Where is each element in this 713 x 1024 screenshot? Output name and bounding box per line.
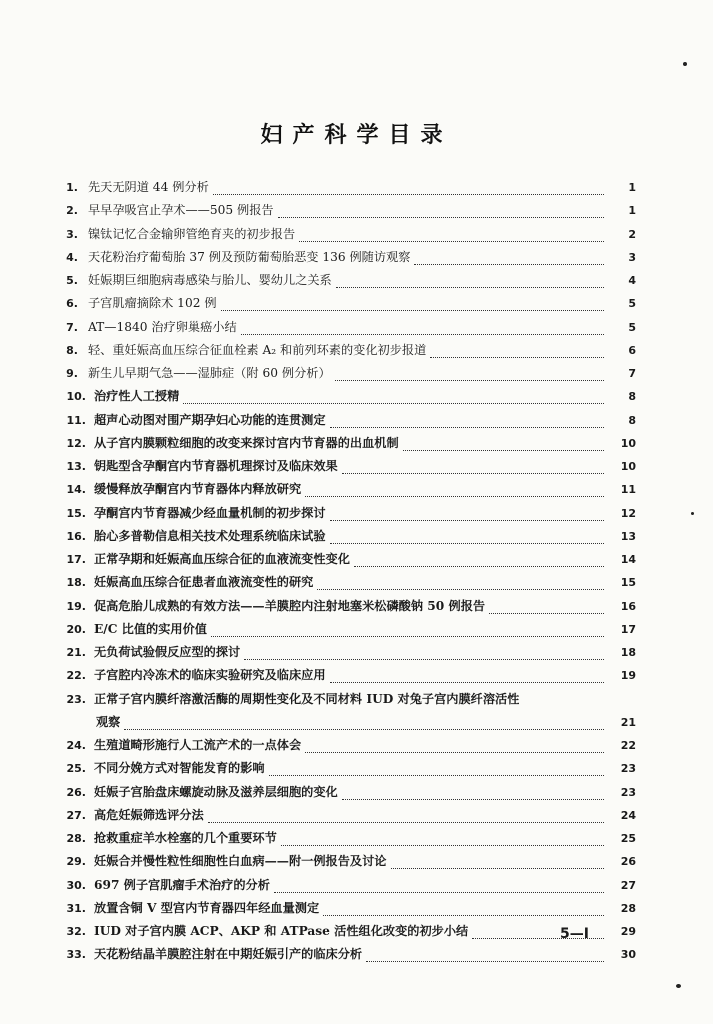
entry-title: 妊娠高血压综合征患者血液流变性的研究 [94, 575, 314, 590]
entry-number: 15. [66, 506, 86, 520]
dot-leader [342, 795, 604, 800]
entry-number: 2. [66, 204, 78, 218]
entry-title: 从子宫内膜颗粒细胞的改变来探讨宫内节育器的出血机制 [94, 435, 399, 450]
entry-title: 正常孕期和妊娠高血压综合征的血液流变性变化 [94, 552, 350, 566]
entry-number: 25. [66, 762, 86, 776]
dot-leader [299, 237, 604, 242]
dot-leader [336, 283, 604, 288]
dot-leader [330, 539, 604, 544]
entry-title: 胎心多普勒信息相关技术处理系统临床试验 [94, 528, 326, 543]
dot-leader [278, 213, 604, 218]
toc-entry [56, 318, 636, 341]
entry-page: 6 [628, 343, 636, 357]
entry-page: 10 [620, 436, 636, 450]
dot-leader [323, 911, 604, 916]
entry-number: 16. [66, 529, 86, 543]
toc-entry [56, 178, 636, 201]
dot-leader [183, 399, 604, 404]
dot-leader [241, 330, 604, 335]
entry-title: 放置含铜 V 型宫内节育器四年经血量测定 [94, 900, 320, 915]
toc-entry [56, 573, 636, 596]
entry-title: 先天无阴道 44 例分析 [88, 180, 209, 194]
toc-entry [56, 434, 636, 457]
table-of-contents [56, 178, 636, 969]
entry-title: 孕酮宫内节育器减少经血量机制的初步探讨 [94, 505, 326, 520]
entry-page: 23 [620, 762, 636, 776]
dot-leader [354, 562, 604, 567]
entry-page: 11 [620, 483, 636, 497]
entry-title: 妊娠合并慢性粒性细胞性白血病——附一例报告及讨论 [94, 854, 387, 869]
entry-page: 10 [620, 460, 636, 473]
entry-page: 17 [620, 622, 636, 636]
entry-page: 14 [620, 553, 636, 566]
entry-page: 12 [620, 506, 636, 520]
toc-entry [56, 643, 636, 666]
dot-leader [269, 771, 604, 776]
page-title: 妇产科学目录 [260, 122, 453, 148]
entry-title: 天花粉结晶羊膜腔注射在中期妊娠引产的临床分析 [94, 947, 363, 962]
entry-page: 29 [620, 925, 636, 938]
entry-number: 28. [66, 832, 86, 845]
dot-leader [391, 864, 605, 869]
toc-entry [56, 457, 636, 480]
entry-title: 妊娠子宫胎盘床螺旋动脉及滋养层细胞的变化 [94, 784, 338, 799]
entry-number: 11. [66, 413, 86, 427]
entry-page: 18 [620, 646, 636, 659]
toc-entry [56, 806, 636, 829]
entry-number: 18. [66, 576, 86, 590]
toc-entry [56, 666, 636, 689]
entry-title: 无负荷试验假反应型的探讨 [94, 645, 241, 659]
entry-number: 27. [66, 808, 86, 822]
entry-title: 天花粉治疗葡萄胎 37 例及预防葡萄胎恶变 136 例随访观察 [88, 249, 411, 264]
entry-title: 正常子宫内膜纤溶激活酶的周期性变化及不同材料 IUD 对兔子宫内膜纤溶活性 [94, 691, 520, 706]
dot-leader [430, 353, 604, 358]
entry-title: E/C 比值的实用价值 [94, 621, 207, 636]
entry-page: 28 [620, 901, 636, 915]
dot-leader [317, 585, 604, 590]
entry-page: 1 [628, 204, 636, 218]
toc-entry [56, 852, 636, 875]
entry-page: 26 [620, 855, 636, 869]
entry-number: 23. [66, 692, 86, 706]
entry-page: 23 [620, 785, 636, 799]
entry-page: 1 [628, 181, 636, 194]
entry-number: 3. [66, 227, 78, 241]
entry-title: 子宫肌瘤摘除术 102 例 [88, 296, 217, 311]
dot-leader [274, 888, 604, 893]
dot-leader [342, 469, 604, 474]
entry-number: 21. [66, 646, 86, 659]
entry-page: 24 [620, 808, 636, 822]
entry-title: AT—1840 治疗卵巢癌小结 [88, 319, 237, 334]
entry-page: 27 [620, 878, 636, 892]
dot-leader [414, 260, 604, 265]
entry-title: 生殖道畸形施行人工流产术的一点体会 [94, 738, 302, 752]
entry-page: 21 [620, 715, 636, 729]
entry-title: 钥匙型含孕酮宫内节育器机理探讨及临床效果 [94, 459, 338, 473]
entry-page: 19 [620, 669, 636, 683]
entry-page: 15 [620, 576, 636, 590]
dot-leader [244, 655, 604, 660]
dot-leader [211, 632, 604, 637]
toc-entry [56, 899, 636, 922]
entry-number: 32. [66, 925, 86, 938]
entry-number: 10. [66, 390, 86, 404]
entry-number: 1. [66, 181, 78, 194]
entry-page: 5 [628, 320, 636, 334]
toc-entry [56, 527, 636, 550]
dot-leader [330, 678, 604, 683]
entry-number: 22. [66, 669, 86, 683]
entry-page: 16 [620, 599, 636, 613]
toc-entry [56, 341, 636, 364]
entry-title: 不同分娩方式对智能发育的影响 [94, 761, 265, 776]
entry-page: 2 [628, 227, 636, 241]
entry-number: 24. [66, 739, 86, 752]
entry-number: 4. [66, 250, 78, 264]
dot-leader [305, 492, 604, 497]
toc-entry [56, 294, 636, 317]
entry-number: 5. [66, 274, 78, 287]
toc-entry [56, 480, 636, 503]
entry-title: 抢救重症羊水栓塞的几个重要环节 [94, 831, 277, 845]
entry-title: 缓慢释放孕酮宫内节育器体内释放研究 [94, 482, 302, 497]
dot-leader [213, 190, 604, 195]
dot-leader [221, 306, 604, 311]
entry-number: 12. [66, 436, 86, 450]
entry-title: 妊娠期巨细胞病毒感染与胎儿、婴幼儿之关系 [88, 273, 332, 287]
entry-page: 22 [620, 739, 636, 752]
toc-entry [56, 248, 636, 271]
entry-title: 促高危胎儿成熟的有效方法——羊膜腔内注射地塞米松磷酸钠 50 例报告 [94, 598, 486, 613]
entry-number: 20. [66, 622, 86, 636]
dot-leader [335, 376, 604, 381]
entry-number: 6. [66, 297, 78, 311]
entry-number: 13. [66, 460, 86, 473]
entry-number: 31. [66, 901, 86, 915]
toc-entry [56, 945, 636, 968]
entry-title: 镍钛记忆合金输卵管绝育夹的初步报告 [88, 226, 296, 241]
toc-entry [56, 387, 636, 410]
entry-page: 8 [628, 390, 636, 404]
entry-page: 5 [628, 297, 636, 311]
toc-entry [56, 876, 636, 899]
entry-number: 7. [66, 320, 78, 334]
toc-entry [56, 736, 636, 759]
toc-entry [56, 550, 636, 573]
scan-speck [676, 984, 681, 988]
entry-title: IUD 对子宫内膜 ACP、AKP 和 ATPase 活性组化改变的初步小结 [94, 924, 469, 938]
entry-number: 17. [66, 553, 86, 566]
toc-entry [56, 271, 636, 294]
entry-title: 超声心动图对围产期孕妇心功能的连贯测定 [94, 412, 326, 427]
entry-page: 25 [620, 832, 636, 845]
entry-title-continued: 观察 [96, 714, 121, 729]
toc-entry [56, 620, 636, 643]
dot-leader [366, 957, 604, 962]
dot-leader [124, 725, 604, 730]
entry-number: 9. [66, 367, 78, 380]
entry-page: 3 [628, 250, 636, 264]
entry-title: 697 例子宫肌瘤手术治疗的分析 [94, 877, 270, 892]
toc-entry [56, 690, 636, 737]
toc-entry [56, 411, 636, 434]
toc-entry [56, 504, 636, 527]
toc-entry [56, 364, 636, 387]
entry-page: 13 [620, 529, 636, 543]
entry-number: 14. [66, 483, 86, 497]
entry-title: 轻、重妊娠高血压综合征血栓素 A₂ 和前列环素的变化初步报道 [88, 342, 427, 357]
toc-entry [56, 783, 636, 806]
entry-number: 29. [66, 855, 86, 869]
entry-title: 治疗性人工授精 [94, 389, 180, 404]
dot-leader [305, 748, 604, 753]
entry-title: 新生儿早期气急——湿肺症（附 60 例分析） [88, 366, 331, 380]
entry-title: 高危妊娠筛选评分法 [94, 807, 204, 822]
entry-page: 7 [628, 367, 636, 380]
toc-entry [56, 829, 636, 852]
scan-speck [683, 62, 687, 66]
entry-number: 33. [66, 948, 86, 962]
entry-page: 4 [628, 274, 636, 287]
entry-number: 26. [66, 785, 86, 799]
entry-title: 子宫腔内冷冻术的临床实验研究及临床应用 [94, 668, 326, 683]
entry-page: 30 [620, 948, 636, 962]
dot-leader [330, 516, 604, 521]
entry-number: 30. [66, 878, 86, 892]
toc-entry [56, 922, 636, 945]
dot-leader [208, 818, 604, 823]
dot-leader [403, 446, 604, 451]
toc-entry [56, 759, 636, 782]
page-number: 5—I [560, 926, 589, 942]
toc-entry [56, 225, 636, 248]
entry-number: 19. [66, 599, 86, 613]
dot-leader [281, 841, 604, 846]
toc-entry [56, 201, 636, 224]
entry-title: 早早孕吸宫止孕术——505 例报告 [88, 203, 274, 218]
toc-entry [56, 597, 636, 620]
entry-page: 8 [628, 413, 636, 427]
dot-leader [330, 423, 604, 428]
scan-speck [691, 512, 694, 515]
entry-number: 8. [66, 343, 78, 357]
dot-leader [489, 609, 604, 614]
